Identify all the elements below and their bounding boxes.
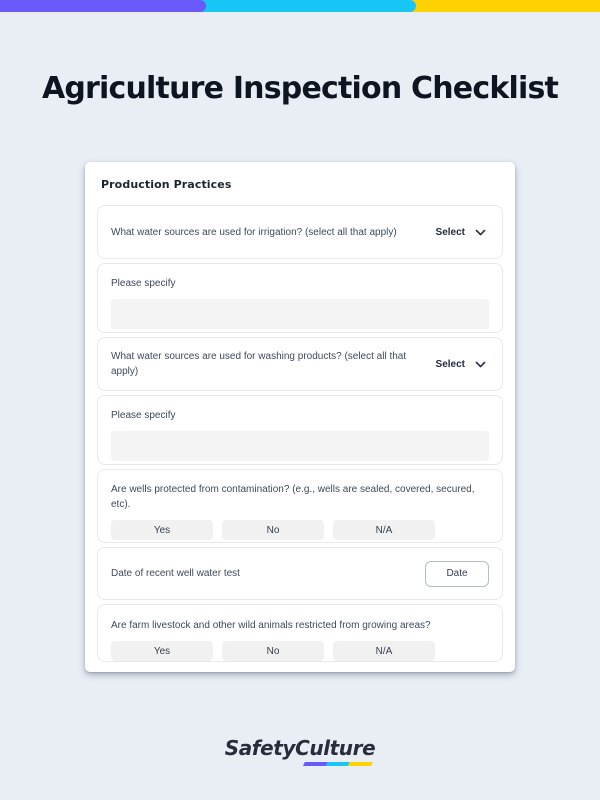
no-button[interactable]: No	[222, 520, 324, 540]
question-irrigation-sources	[97, 205, 503, 259]
select-dropdown-label: Select	[435, 358, 465, 370]
please-specify-input[interactable]	[111, 431, 489, 461]
yes-button[interactable]: Yes	[111, 641, 213, 661]
question-label: Please specify	[111, 278, 176, 289]
question-label: Please specify	[111, 410, 176, 421]
footer	[0, 736, 600, 760]
logo-text-culture: Culture	[295, 736, 376, 760]
chevron-down-icon	[474, 226, 487, 239]
question-label: Date of recent well water test	[111, 568, 240, 579]
response-options	[111, 520, 489, 540]
question-specify-washing	[97, 395, 503, 465]
card-section-title: Production Practices	[101, 178, 232, 191]
question-label: What water sources are used for washing products? (select all that apply)	[111, 351, 407, 377]
question-label: Are farm livestock and other wild animals restricted from growing areas?	[111, 620, 431, 631]
bar-purple-segment	[0, 0, 206, 12]
response-options	[111, 641, 489, 661]
select-dropdown-label: Select	[435, 226, 465, 238]
na-button[interactable]: N/A	[333, 520, 435, 540]
question-livestock-restricted	[97, 604, 503, 662]
logo-gradient-underline	[303, 762, 373, 766]
na-button[interactable]: N/A	[333, 641, 435, 661]
select-dropdown[interactable]	[434, 354, 489, 375]
no-button[interactable]: No	[222, 641, 324, 661]
date-button[interactable]: Date	[425, 561, 489, 587]
logo-text-safety: Safety	[224, 736, 296, 760]
yes-button[interactable]: Yes	[111, 520, 213, 540]
question-wells-protected	[97, 469, 503, 543]
question-washing-sources	[97, 337, 503, 391]
chevron-down-icon	[474, 358, 487, 371]
page-title: Agriculture Inspection Checklist	[41, 71, 559, 106]
question-label: What water sources are used for irrigation? (select all that apply)	[111, 226, 397, 238]
question-label: Are wells protected from contamination? (e.g., wells are sealed, covered, secured, etc).	[111, 484, 475, 510]
please-specify-input[interactable]	[111, 299, 489, 329]
question-specify-irrigation	[97, 263, 503, 333]
checklist-preview-card	[85, 162, 515, 672]
question-well-water-test-date	[97, 547, 503, 600]
brand-color-bar	[0, 0, 600, 12]
safetyculture-logo	[225, 736, 376, 760]
select-dropdown[interactable]	[434, 222, 489, 243]
